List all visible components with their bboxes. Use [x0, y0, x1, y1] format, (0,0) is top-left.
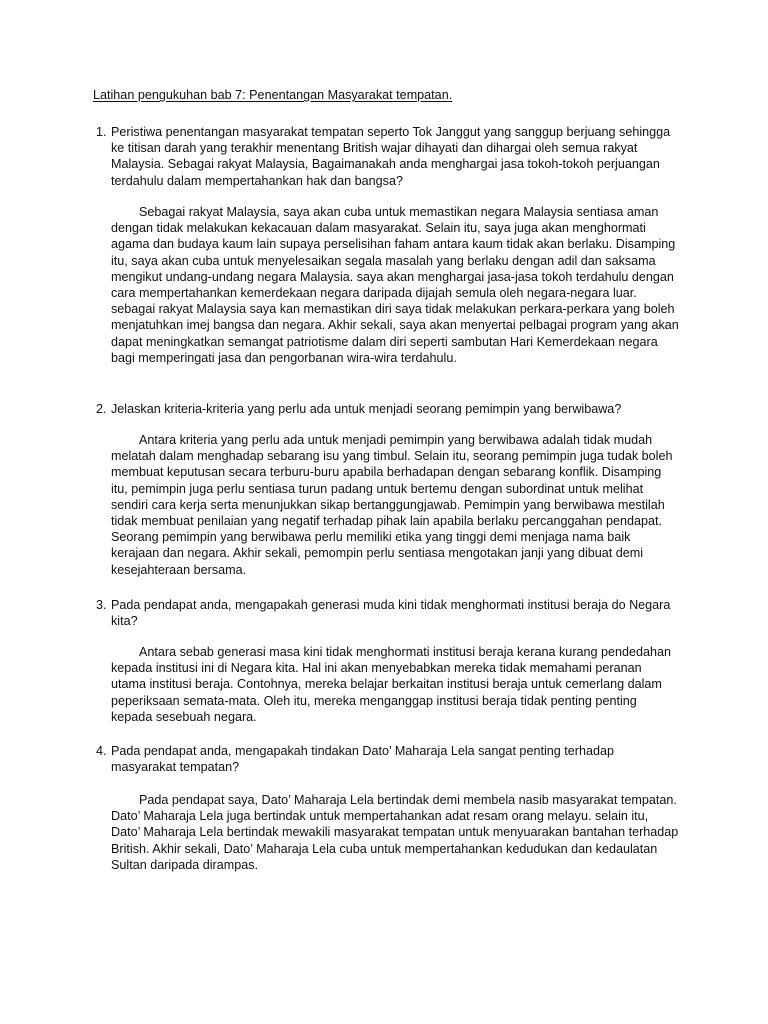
question-number: 2. [96, 402, 107, 416]
page-title: Latihan pengukuhan bab 7: Penentangan Masyarakat tempatan. [93, 88, 453, 102]
question-number: 4. [96, 744, 107, 758]
question-text: Pada pendapat anda, mengapakah tindakan Dato’ Maharaja Lela sangat penting terhadap masyarakat tempatan? [111, 744, 614, 775]
question-text: Pada pendapat anda, mengapakah generasi muda kini tidak menghormati institusi beraja do Negara kita? [111, 598, 671, 629]
question-1 [96, 124, 680, 189]
question-3 [96, 597, 680, 629]
answer-1: Sebagai rakyat Malaysia, saya akan cuba untuk memastikan negara Malaysia sentiasa aman dengan tidak melakukan kekacauan dalam masyarakat. Selain itu, saya juga akan menghormati agama dan budaya kaum lain supaya perselisihan faham antara kaum tidak akan berlaku. Disamping itu, saya akan cuba untuk menyelesaikan segala masalah yang berlaku dengan adil dan saksama mengikut undang-undang negara Malaysia. saya akan menghargai jasa-jasa tokoh terdahulu dengan cara mempertahankan kemerdekaan negara daripada dijajah semula oleh negara-negara luar. sebagai rakyat Malaysia saya kan memastikan diri saya tidak melakukan perkara-perkara yang boleh menjatuhkan imej bangsa dan negara. Akhir sekali, saya akan menyertai pelbagai program yang akan dapat meningkatkan semangat patriotisme dalam diri seperti sambutan Hari Kemerdekaan negara bagi memperingati jasa dan pengorbanan wira-wira terdahulu. [111, 205, 679, 365]
question-number: 3. [96, 598, 107, 612]
answer-2: Antara kriteria yang perlu ada untuk menjadi pemimpin yang berwibawa adalah tidak mudah melatah dalam menghadap sebarang isu yang timbul. Selain itu, seorang pemimpin juga tudak boleh membuat keputusan secara terburu-buru apabila berhadapan dengan sebarang konflik. Disamping itu, pemimpin juga perlu sentiasa turun padang untuk bertemu dengan subordinat untuk melihat sendiri cara kerja serta menunjukkan sikap bertanggungjawab. Pemimpin yang berwibawa mestilah tidak membuat penilaian yang negatif terhadap pihak lain apabila berlaku percanggahan pendapat. Seorang pemimpin yang berwibawa perlu memiliki etika yang tinggi demi menjaga nama baik kerajaan dan negara. Akhir sekali, pemompin perlu sentiasa mengotakan janji yang dibuat demi kesejahteraan bersama. [111, 433, 673, 577]
answer-3: Antara sebab generasi masa kini tidak menghormati institusi beraja kerana kurang pendedahan kepada institusi ini di Negara kita. Hal ini akan menyebabkan mereka tidak memahami peranan utama institusi beraja. Contohnya, mereka belajar berkaitan institusi beraja untuk cemerlang dalam peperiksaan semata-mata. Oleh itu, mereka menganggap institusi beraja tidak penting penting kepada sesebuah negara. [111, 645, 672, 724]
answer-4: Pada pendapat saya, Dato’ Maharaja Lela bertindak demi membela nasib masyarakat tempatan. Dato’ Maharaja Lela juga bertindak untuk mempertahankan adat resam orang melayu. selain itu, Dato’ Maharaja Lela bertindak mewakili masyarakat tempatan untuk menyuarakan bantahan terhadap British. Akhir sekali, Dato’ Maharaja Lela cuba untuk mempertahankan kedudukan dan kedaulatan Sultan daripada dirampas. [111, 793, 679, 872]
question-2 [96, 401, 680, 417]
question-4 [96, 743, 680, 775]
question-number: 1. [96, 125, 107, 139]
question-text: Jelaskan kriteria-kriteria yang perlu ada untuk menjadi seorang pemimpin yang berwibawa? [111, 402, 622, 416]
question-text: Peristiwa penentangan masyarakat tempatan seperto Tok Janggut yang sanggup berjuang sehingga ke titisan darah yang terakhir menentang British wajar dihayati dan dihargai oleh semua rakyat Malaysia. Sebagai rakyat Malaysia, Bagaimanakah anda menghargai jasa tokoh-tokoh perjuangan terdahulu dalam mempertahankan hak dan bangsa? [111, 125, 671, 188]
